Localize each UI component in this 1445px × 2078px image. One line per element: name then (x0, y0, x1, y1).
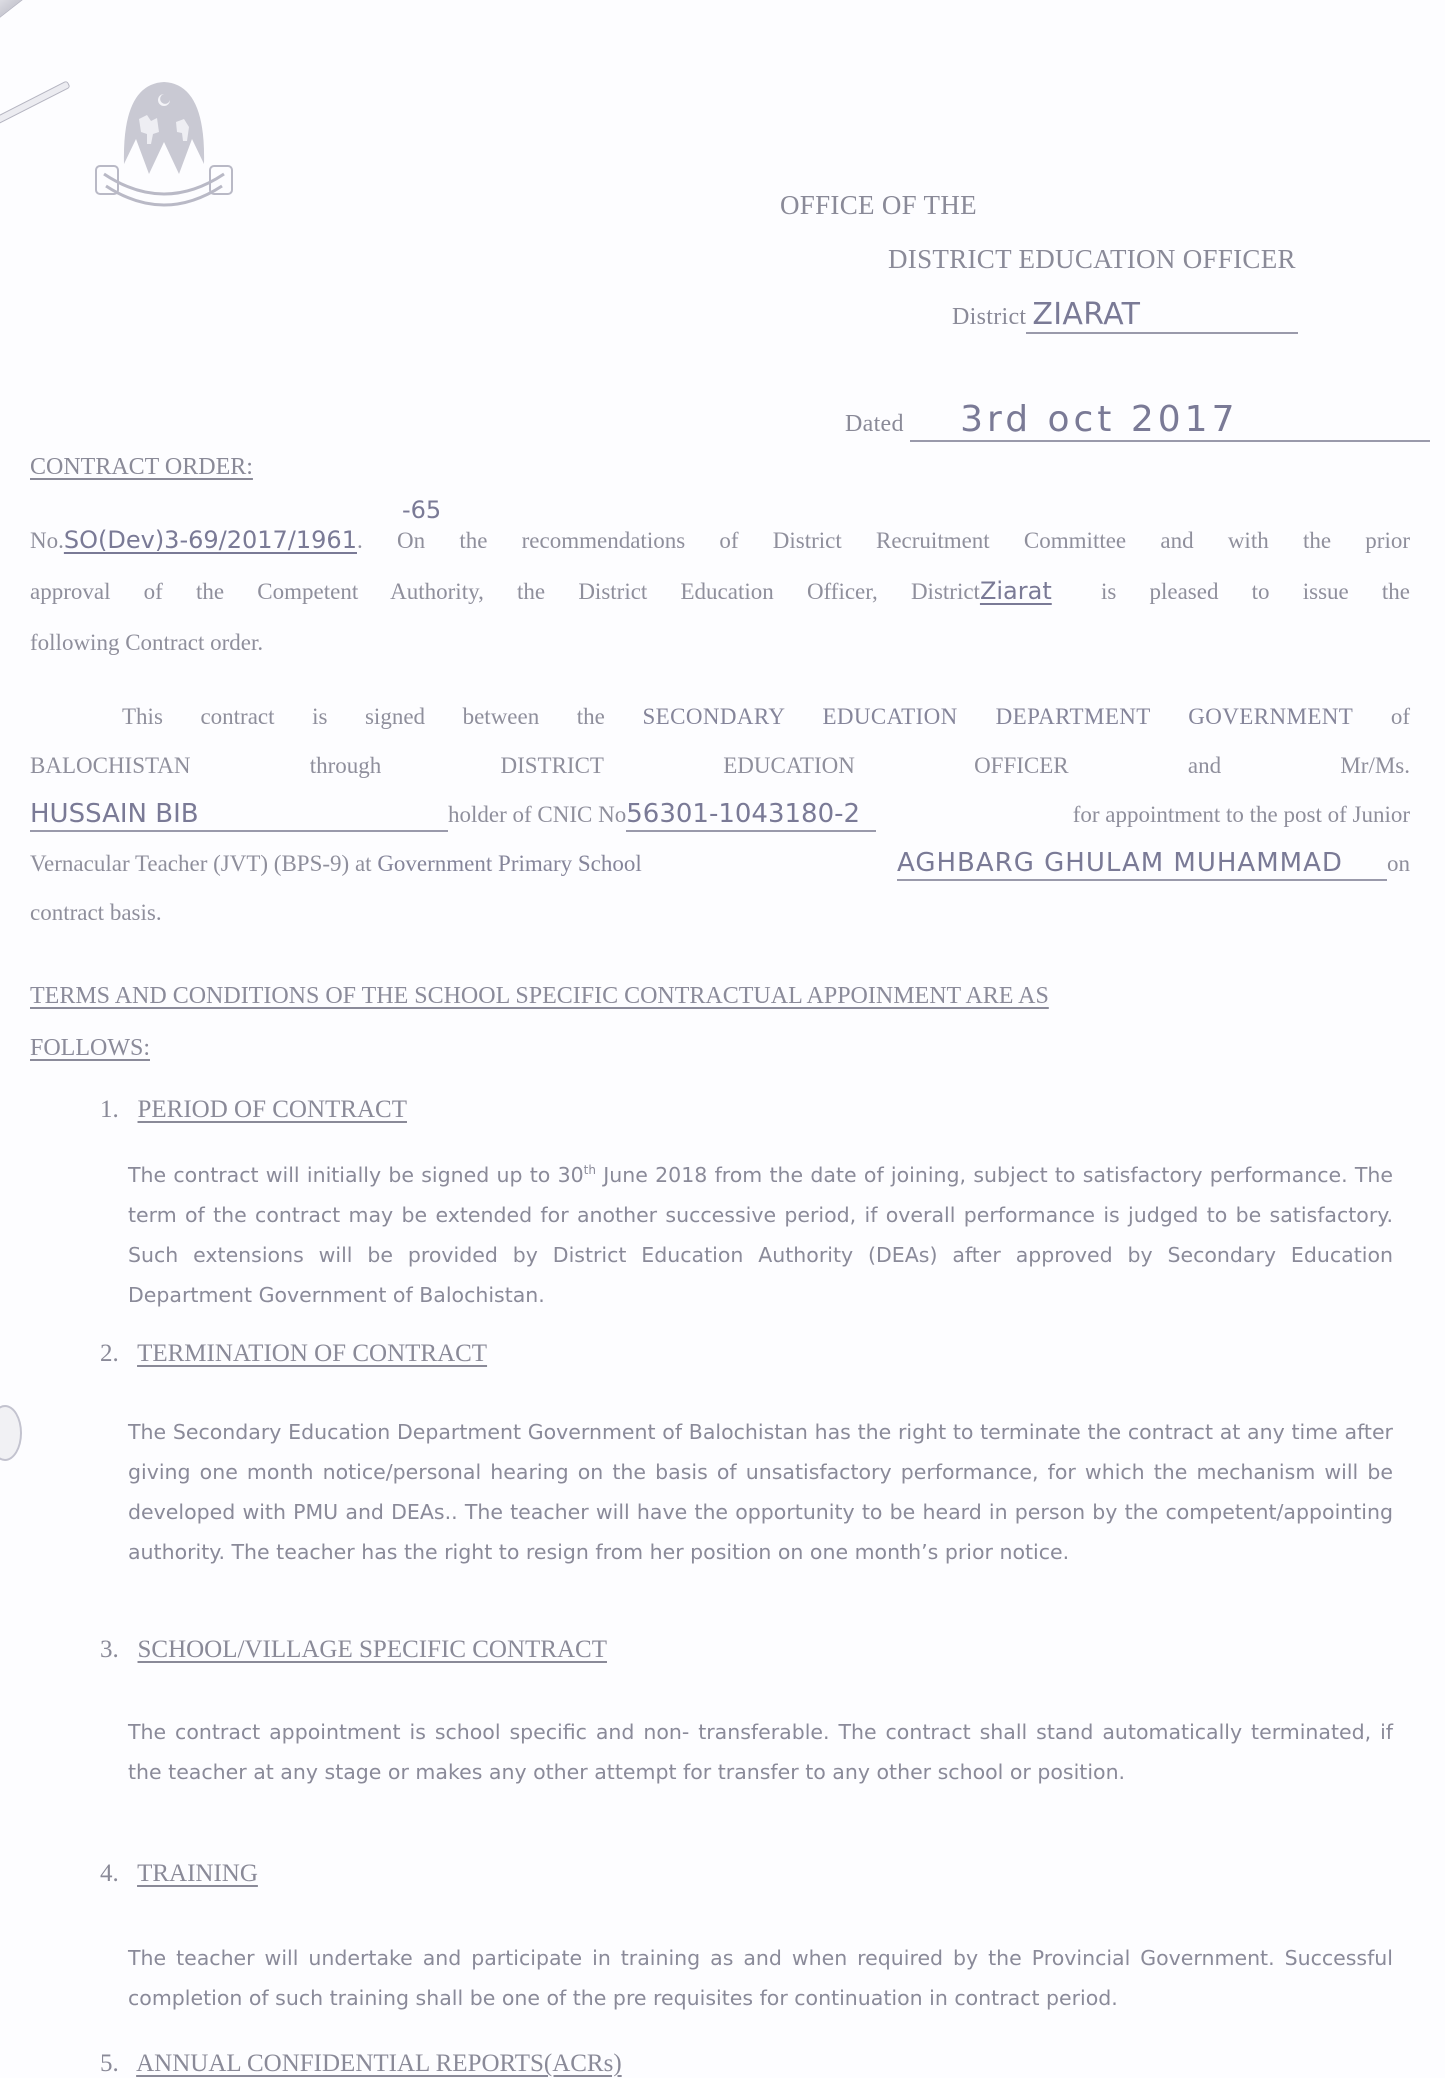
contract-order-heading: CONTRACT ORDER: (30, 454, 253, 480)
section-1-text-rest: June 2018 from the date of joining, subject to satisfactory performance. The term of the contract may be extended for another successive period, if overall performance is judged to be satisfactory. Such extensions will be provided by District Education Authority (DEAs) after approved by Secondary Education Department Government of Balochistan. (128, 1162, 1393, 1307)
section-3-heading (100, 1636, 607, 1664)
contract-line-5: contract basis. (30, 900, 162, 925)
word: EDUCATION (723, 753, 855, 778)
order-no-field[interactable]: SO(Dev)3-69/2017/1961 (63, 526, 357, 554)
section-title: SCHOOL/VILLAGE SPECIFIC CONTRACT (137, 1636, 607, 1663)
dated-line (845, 400, 1430, 442)
section-4-text: The teacher will undertake and participate in training as and when required by the Provincial Government. Successful completion of such training shall be one of the pre requisites for continuation in contract period. (128, 1946, 1393, 2010)
district-field[interactable]: ZIARAT (1026, 298, 1298, 334)
date-field[interactable]: 3rd oct 2017 (910, 400, 1430, 442)
cnic-field[interactable]: 56301-1043180-2 (626, 798, 876, 832)
section-title: TRAINING (137, 1860, 258, 1887)
cnic-label: holder of CNIC No (448, 802, 627, 827)
officer-heading: DISTRICT EDUCATION OFFICER (888, 244, 1296, 274)
word: Mr/Ms. (1340, 753, 1410, 778)
section-5-heading (100, 2050, 622, 2078)
order-paragraph (30, 496, 1411, 668)
balochistan-emblem-icon (84, 74, 244, 212)
contract-line-4-end: on (1387, 851, 1410, 876)
order-line-2-end: is pleased to issue the (1100, 579, 1411, 604)
section-title: TERMINATION OF CONTRACT (137, 1340, 488, 1367)
word: BALOCHISTAN (30, 753, 191, 778)
order-district-field[interactable]: Ziarat (979, 577, 1052, 605)
section-number: 1. (100, 1096, 119, 1123)
teacher-name-field[interactable]: HUSSAIN BIB (30, 798, 448, 832)
contract-line-3-end: for appointment to the post of Junior (1072, 802, 1410, 827)
district-line (952, 298, 1298, 334)
clip-wire-artifact (0, 80, 71, 125)
contract-line-2 (30, 741, 1410, 790)
word: and (1187, 753, 1222, 778)
terms-heading-line-2: FOLLOWS: (30, 1035, 150, 1061)
order-line-1-text: . On the recommendations of District Recruitment Committee and with the prior (356, 528, 1410, 553)
section-2-text: The Secondary Education Department Government of Balochistan has the right to terminate the contract at any time after giving one month notice/personal hearing on the basis of unsatisfactory performance, for which the mechanism will be developed with PMU and DEAs.. The teacher will have the opportunity to be heard in person by the competent/appointing authority. The teacher has the right to resign from her position on one month’s prior notice. (128, 1420, 1393, 1564)
contract-line-3 (30, 790, 1410, 839)
ordinal-suffix: th (583, 1163, 596, 1177)
section-title: PERIOD OF CONTRACT (137, 1096, 407, 1123)
contract-line-4 (30, 839, 1410, 888)
order-line-2-text: approval of the Competent Authority, the District Education Officer, District (30, 579, 980, 604)
section-number: 2. (100, 1340, 119, 1367)
section-title: ANNUAL CONFIDENTIAL REPORTS(ACRs) (136, 2050, 622, 2077)
contract-line-1-text: This contract is signed between the (122, 704, 605, 729)
section-1-text-start: The contract will initially be signed up to 30 (128, 1162, 584, 1187)
order-no-label: No. (30, 528, 64, 553)
contract-paragraph (30, 692, 1410, 937)
terms-heading-line-1: TERMS AND CONDITIONS OF THE SCHOOL SPECIFIC CONTRACTUAL APPOINMENT ARE AS (30, 983, 1049, 1009)
order-no-superscript: -65 (402, 496, 442, 524)
section-4-heading (100, 1860, 258, 1888)
section-3-text: The contract appointment is school specific and non- transferable. The contract shall stand automatically terminated, if the teacher at any stage or makes any other attempt for transfer to any other school or position. (128, 1720, 1393, 1784)
contract-line-1 (30, 692, 1410, 741)
section-2-heading (100, 1340, 487, 1368)
dated-label: Dated (845, 411, 904, 437)
contract-line-1-end: of (1390, 704, 1410, 729)
section-number: 5. (100, 2050, 119, 2077)
section-number: 3. (100, 1636, 119, 1663)
word: through (309, 753, 382, 778)
order-line-1 (30, 496, 1410, 566)
section-1-heading (100, 1096, 407, 1124)
word: DISTRICT (500, 753, 604, 778)
school-type: Government Primary School (377, 851, 642, 876)
order-line-2 (30, 566, 1410, 617)
terms-heading (30, 970, 1049, 1074)
section-1-text (128, 1150, 1393, 1315)
section-number: 4. (100, 1860, 119, 1887)
binder-clip-artifact (0, 0, 81, 24)
district-label: District (952, 304, 1027, 330)
school-name-field[interactable]: AGHBARG GHULAM MUHAMMAD (897, 847, 1387, 881)
office-heading: OFFICE OF THE (780, 190, 977, 220)
word: OFFICER (974, 753, 1069, 778)
order-line-3: following Contract order. (30, 630, 264, 655)
department-name: SECONDARY EDUCATION DEPARTMENT GOVERNMENT (642, 704, 1354, 729)
contract-line-4-text: Vernacular Teacher (JVT) (BPS-9) at (30, 851, 372, 876)
punch-hole-artifact (0, 1405, 22, 1461)
